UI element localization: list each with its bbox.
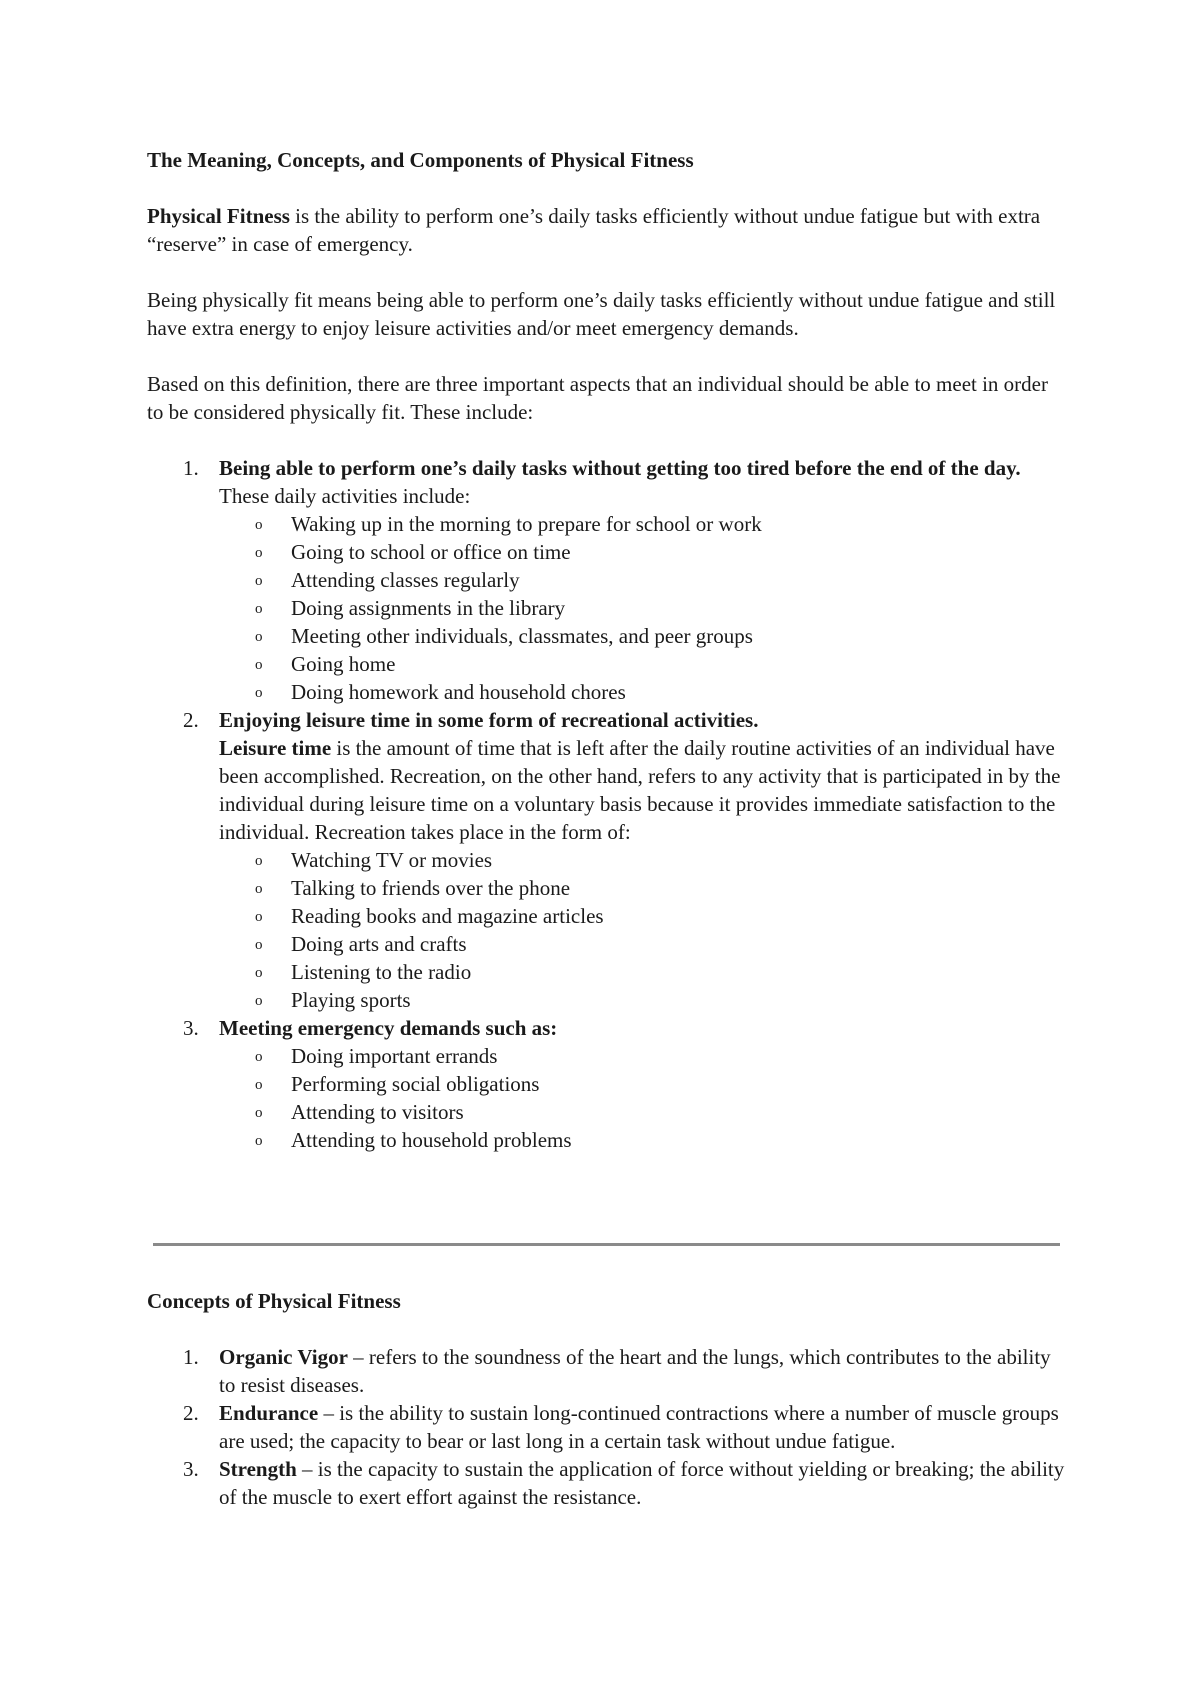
bullet-circle-icon: o — [255, 965, 263, 981]
list-item: o Attending to household problems — [219, 1126, 1067, 1154]
bullet-circle-icon: o — [255, 881, 263, 897]
document-title: The Meaning, Concepts, and Components of Physical Fitness — [147, 148, 694, 172]
paragraph-physically-fit: Being physically fit means being able to perform one’s daily tasks efficiently without undue fatigue and still have extra energy to enjoy leisure activities and/or meet emergency demands. — [147, 288, 1056, 340]
aspect-item — [147, 454, 1067, 706]
aspect-subitems — [219, 846, 1067, 1014]
list-item: o Attending to visitors — [219, 1098, 1067, 1126]
list-item: o Listening to the radio — [219, 958, 1067, 986]
bullet-circle-icon: o — [255, 517, 263, 533]
concept-item — [147, 1399, 1067, 1455]
list-item: o Going home — [219, 650, 1067, 678]
bullet-circle-icon: o — [255, 1133, 263, 1149]
concept-number: 3. — [183, 1457, 199, 1481]
list-item: o Going to school or office on time — [219, 538, 1067, 566]
horizontal-divider — [153, 1243, 1060, 1246]
aspect-heading: Being able to perform one’s daily tasks without getting too tired before the end of the day. — [219, 456, 1021, 480]
bullet-circle-icon: o — [255, 937, 263, 953]
bullet-circle-icon: o — [255, 685, 263, 701]
list-item: o Watching TV or movies — [219, 846, 1067, 874]
list-item: o Performing social obligations — [219, 1070, 1067, 1098]
aspect-number: 1. — [183, 456, 199, 480]
document-body — [147, 146, 1067, 1154]
definition-text: is the ability to perform one’s daily tasks efficiently without undue fatigue but with extra “reserve” in case of emergency. — [147, 204, 1041, 256]
concept-text: – is the capacity to sustain the application of force without yielding or breaking; the ability of the muscle to exert effort against the resistance. — [219, 1457, 1065, 1509]
concept-text: – refers to the soundness of the heart and the lungs, which contributes to the ability to resist diseases. — [219, 1345, 1051, 1397]
concept-text: – is the ability to sustain long-continued contractions where a number of muscle groups are used; the capacity to bear or last long in a certain task without undue fatigue. — [219, 1401, 1059, 1453]
list-item: o Attending classes regularly — [219, 566, 1067, 594]
bullet-circle-icon: o — [255, 853, 263, 869]
bullet-circle-icon: o — [255, 1077, 263, 1093]
list-item: o Waking up in the morning to prepare for school or work — [219, 510, 1067, 538]
aspect-text: is the amount of time that is left after the daily routine activities of an individual have been accomplished. Recreation, on the other hand, refers to any activity that is participated in by the individual during leisure time on a voluntary basis because it provides immediate satisfaction to the individual. Recreation takes place in the form of: — [219, 736, 1061, 844]
bullet-circle-icon: o — [255, 545, 263, 561]
concepts-section — [147, 1287, 1067, 1511]
bullet-circle-icon: o — [255, 1049, 263, 1065]
list-item: o Talking to friends over the phone — [219, 874, 1067, 902]
bullet-circle-icon: o — [255, 629, 263, 645]
list-item: o Doing assignments in the library — [219, 594, 1067, 622]
aspect-number: 2. — [183, 708, 199, 732]
list-item: o Doing important errands — [219, 1042, 1067, 1070]
list-item: o Doing arts and crafts — [219, 930, 1067, 958]
bullet-circle-icon: o — [255, 657, 263, 673]
aspect-number: 3. — [183, 1016, 199, 1040]
concept-item — [147, 1343, 1067, 1399]
concept-number: 2. — [183, 1401, 199, 1425]
aspect-item — [147, 706, 1067, 1014]
definition-paragraph — [147, 202, 1067, 258]
bullet-circle-icon: o — [255, 601, 263, 617]
concept-term: Organic Vigor — [219, 1345, 348, 1369]
concept-item — [147, 1455, 1067, 1511]
list-item: o Reading books and magazine articles — [219, 902, 1067, 930]
aspect-heading: Meeting emergency demands such as: — [219, 1016, 558, 1040]
list-item: o Playing sports — [219, 986, 1067, 1014]
aspect-subitems — [219, 510, 1067, 706]
concept-number: 1. — [183, 1345, 199, 1369]
bullet-circle-icon: o — [255, 1105, 263, 1121]
bullet-circle-icon: o — [255, 573, 263, 589]
concept-term: Endurance — [219, 1401, 319, 1425]
aspect-subitems — [219, 1042, 1067, 1154]
definition-term: Physical Fitness — [147, 204, 290, 228]
aspects-list — [147, 454, 1067, 1154]
bullet-circle-icon: o — [255, 909, 263, 925]
concept-term: Strength — [219, 1457, 297, 1481]
aspect-text: These daily activities include: — [219, 484, 471, 508]
paragraph-three-aspects: Based on this definition, there are three important aspects that an individual should be able to meet in order to be considered physically fit. These include: — [147, 372, 1048, 424]
bullet-circle-icon: o — [255, 993, 263, 1009]
aspect-item — [147, 1014, 1067, 1154]
concepts-list — [147, 1343, 1067, 1511]
list-item: o Doing homework and household chores — [219, 678, 1067, 706]
concepts-title: Concepts of Physical Fitness — [147, 1289, 401, 1313]
list-item: o Meeting other individuals, classmates, and peer groups — [219, 622, 1067, 650]
leisure-time-term: Leisure time — [219, 736, 332, 760]
aspect-heading: Enjoying leisure time in some form of recreational activities. — [219, 708, 759, 732]
